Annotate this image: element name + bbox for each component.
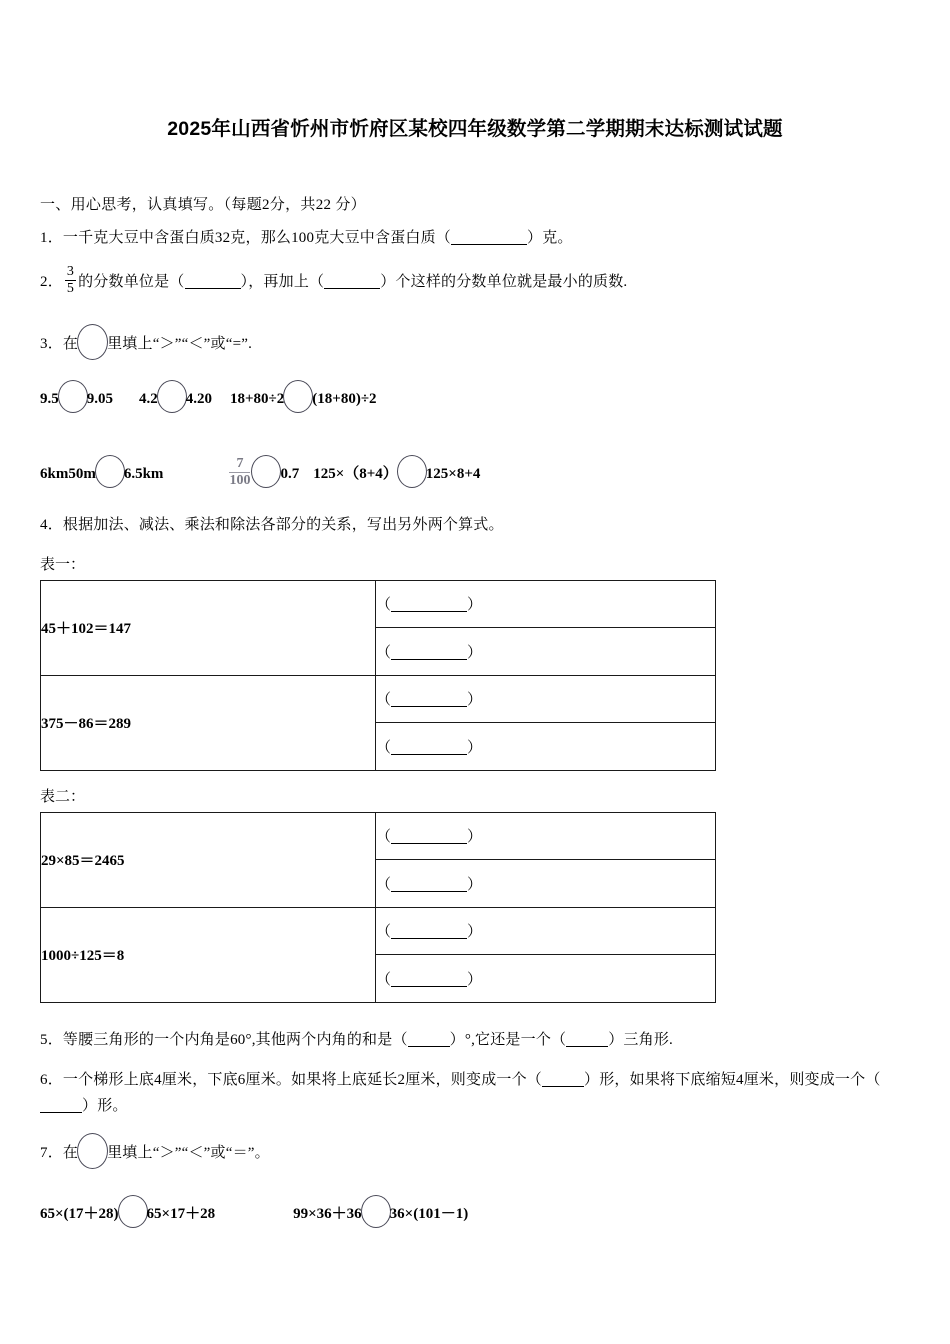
table-row xyxy=(41,907,716,955)
paren-open: （ xyxy=(376,924,392,941)
paren-open: （ xyxy=(376,971,392,988)
question-4 xyxy=(40,512,910,538)
answer-cell[interactable] xyxy=(376,628,716,676)
question-5-text-a: 等腰三角形的一个内角是60°,其他两个内角的和是（ xyxy=(62,1031,408,1048)
question-7 xyxy=(40,1133,910,1169)
question-7-comparison-row-1 xyxy=(40,1195,910,1228)
question-2-blank-1[interactable] xyxy=(185,288,241,289)
comparison-left: 4.2 xyxy=(139,391,158,408)
question-4-number: 4． xyxy=(40,517,63,534)
question-6-text-b: ）形，如果将下底缩短4厘米，则 xyxy=(584,1071,805,1088)
answer-cell[interactable] xyxy=(376,860,716,908)
question-1-number: 1． xyxy=(40,230,63,246)
question-1-blank[interactable] xyxy=(451,244,527,245)
comparison-pair xyxy=(227,455,299,488)
comparison-pair xyxy=(139,380,212,413)
question-5-number: 5． xyxy=(40,1031,63,1048)
question-6-number: 6． xyxy=(40,1071,63,1088)
comparison-circle-icon[interactable] xyxy=(251,455,281,488)
answer-cell[interactable] xyxy=(376,907,716,955)
paren-close: ） xyxy=(467,971,483,988)
answer-blank[interactable] xyxy=(391,938,467,939)
answer-blank[interactable] xyxy=(391,706,467,707)
answer-cell[interactable] xyxy=(376,675,716,723)
table-one-label: 表一： xyxy=(40,556,86,573)
table-row xyxy=(41,675,716,723)
expression-cell: 375－86＝289 xyxy=(41,675,376,770)
question-5-blank-2[interactable] xyxy=(566,1046,608,1047)
fraction-denominator: 5 xyxy=(66,281,75,297)
question-2-text-b: ），再加上（ xyxy=(240,274,325,291)
fraction-seven-hundredths xyxy=(229,457,250,488)
paren-close: ） xyxy=(467,829,483,846)
comparison-right: 4.20 xyxy=(185,391,212,408)
paren-close: ） xyxy=(467,876,483,893)
question-5-blank-1[interactable] xyxy=(408,1046,450,1047)
comparison-pair xyxy=(313,455,480,488)
question-5-text-c: ）三角形. xyxy=(608,1031,673,1048)
question-3-text-before: 在 xyxy=(62,336,79,353)
paren-open: （ xyxy=(376,876,392,893)
paren-close: ） xyxy=(467,924,483,941)
question-7-number: 7． xyxy=(40,1145,63,1162)
fraction-denominator: 100 xyxy=(229,473,251,489)
relations-table-two xyxy=(40,812,716,1003)
comparison-pair xyxy=(40,455,163,488)
table-two-label: 表二： xyxy=(40,788,86,805)
question-6-text-d: ）形。 xyxy=(82,1098,128,1114)
paren-open: （ xyxy=(376,829,392,846)
fraction-numerator: 7 xyxy=(229,457,250,473)
question-5 xyxy=(40,1027,910,1053)
comparison-circle-icon[interactable] xyxy=(77,324,108,360)
question-1-text-before: 一千克大豆中含蛋白质32克，那么100克大豆中含蛋白质（ xyxy=(62,230,452,246)
paren-close: ） xyxy=(467,644,483,661)
comparison-circle-icon[interactable] xyxy=(361,1195,391,1228)
comparison-circle-icon[interactable] xyxy=(397,455,427,488)
comparison-circle-icon[interactable] xyxy=(283,380,313,413)
question-2 xyxy=(40,265,910,296)
question-2-text-a: 的分数单位是（ xyxy=(78,274,185,291)
question-6-text-c: 变成一个（ xyxy=(804,1071,881,1088)
question-2-text-c: ）个这样的分数单位就是最小的质数. xyxy=(380,274,628,291)
answer-blank[interactable] xyxy=(391,611,467,612)
question-3 xyxy=(40,324,910,360)
question-3-number: 3． xyxy=(40,336,63,353)
question-1-text-after: ）克。 xyxy=(527,230,573,246)
question-1 xyxy=(40,225,910,251)
comparison-left: 18+80÷2 xyxy=(230,391,285,408)
comparison-right: 65×17＋28 xyxy=(146,1206,216,1223)
answer-blank[interactable] xyxy=(391,754,467,755)
question-7-text-before: 在 xyxy=(62,1145,79,1162)
comparison-circle-icon[interactable] xyxy=(58,380,88,413)
comparison-right: 125×8+4 xyxy=(425,466,481,483)
paren-close: ） xyxy=(467,597,483,614)
comparison-left: 125×（8+4） xyxy=(313,466,398,483)
expression-cell: 45＋102＝147 xyxy=(41,580,376,675)
paren-open: （ xyxy=(376,739,392,756)
section-heading: 一、用心思考，认真填写。（每题2分，共22 分） xyxy=(40,197,366,213)
answer-blank[interactable] xyxy=(391,891,467,892)
page-title: 2025年山西省忻州市忻府区某校四年级数学第二学期期末达标测试试题 xyxy=(167,118,783,140)
comparison-pair xyxy=(40,380,113,413)
comparison-pair xyxy=(293,1195,468,1228)
table-row xyxy=(41,580,716,628)
comparison-right: 0.7 xyxy=(280,466,300,483)
answer-cell[interactable] xyxy=(376,580,716,628)
question-5-text-b: ）°,它还是一个（ xyxy=(449,1031,567,1048)
answer-cell[interactable] xyxy=(376,723,716,771)
question-2-number: 2． xyxy=(40,274,63,291)
comparison-circle-icon[interactable] xyxy=(157,380,187,413)
answer-cell[interactable] xyxy=(376,812,716,860)
question-4-text: 根据加法、减法、乘法和除法各部分的关系，写出另外两个算式。 xyxy=(62,517,504,534)
comparison-circle-icon[interactable] xyxy=(118,1195,148,1228)
comparison-circle-icon[interactable] xyxy=(95,455,125,488)
question-6-text-a: 一个梯形上底4厘米，下底6厘米。如果将上底延长2厘米，则变成一个（ xyxy=(62,1071,543,1088)
comparison-left: 65×(17＋28) xyxy=(40,1206,119,1223)
paren-close: ） xyxy=(467,739,483,756)
comparison-right: 6.5km xyxy=(123,466,164,483)
question-6-blank-1[interactable] xyxy=(542,1086,584,1087)
fraction-three-fifths xyxy=(65,265,76,296)
question-6 xyxy=(40,1067,910,1120)
answer-blank[interactable] xyxy=(391,659,467,660)
answer-cell[interactable] xyxy=(376,955,716,1003)
expression-cell: 1000÷125＝8 xyxy=(41,907,376,1002)
question-7-text-after: 里填上“＞”“＜”或“＝”。 xyxy=(107,1145,270,1162)
comparison-right: (18+80)÷2 xyxy=(312,391,377,408)
comparison-right: 36×(101－1) xyxy=(389,1206,469,1223)
comparison-right: 9.05 xyxy=(86,391,113,408)
paren-open: （ xyxy=(376,692,392,709)
comparison-left: 6km50m xyxy=(40,466,96,483)
paren-open: （ xyxy=(376,597,392,614)
question-6-blank-2[interactable] xyxy=(40,1112,82,1113)
answer-blank[interactable] xyxy=(391,986,467,987)
comparison-left: 9.5 xyxy=(40,391,59,408)
paren-close: ） xyxy=(467,692,483,709)
question-3-comparison-row-1 xyxy=(40,380,910,413)
comparison-circle-icon[interactable] xyxy=(77,1133,108,1169)
fraction-numerator: 3 xyxy=(66,264,75,280)
question-2-blank-2[interactable] xyxy=(324,288,380,289)
relations-table-one xyxy=(40,580,716,771)
paren-open: （ xyxy=(376,644,392,661)
comparison-pair xyxy=(40,1195,215,1228)
comparison-pair xyxy=(230,380,377,413)
question-3-text-after: 里填上“＞”“＜”或“=”. xyxy=(107,336,253,353)
table-row xyxy=(41,812,716,860)
question-3-comparison-row-2 xyxy=(40,455,910,488)
expression-cell: 29×85＝2465 xyxy=(41,812,376,907)
answer-blank[interactable] xyxy=(391,843,467,844)
comparison-left: 99×36＋36 xyxy=(293,1206,362,1223)
